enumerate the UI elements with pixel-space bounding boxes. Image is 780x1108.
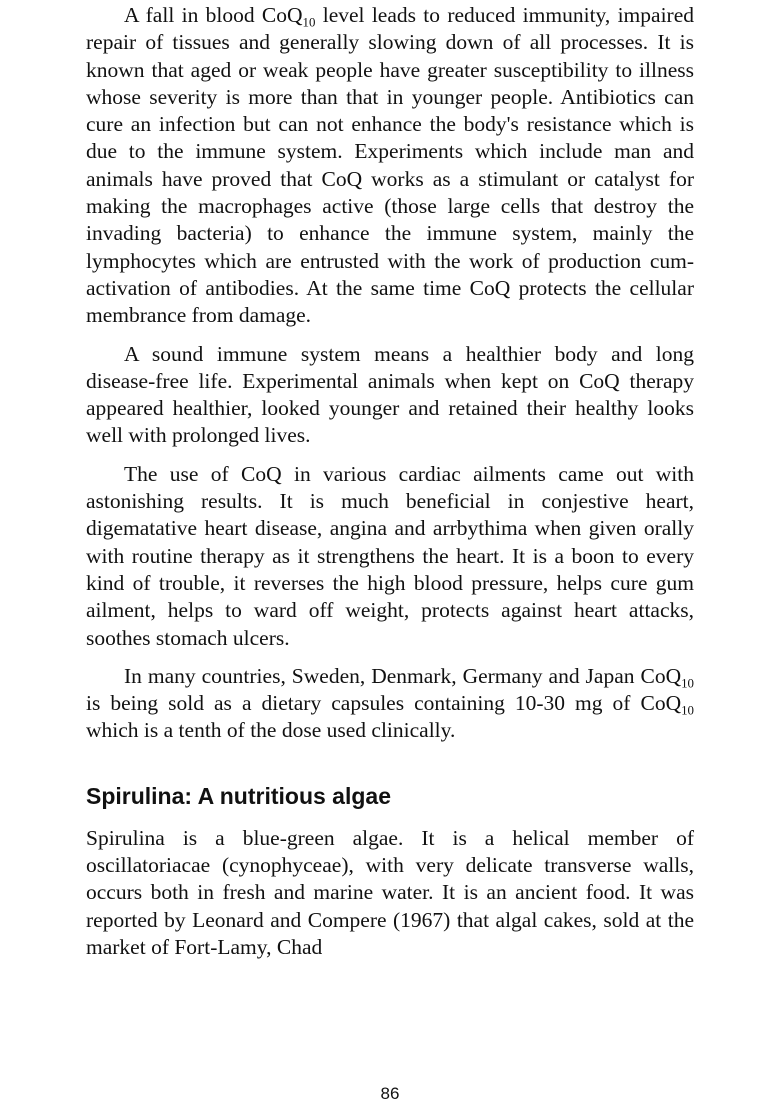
text-fragment: which is a tenth of the dose used clinically. bbox=[86, 718, 456, 743]
subscript: 10 bbox=[681, 703, 694, 718]
subscript: 10 bbox=[681, 676, 694, 691]
text-fragment: In many countries, Sweden, Denmark, Germany and Japan CoQ bbox=[124, 663, 682, 688]
text-fragment: level leads to reduced immunity, impaired repair of tissues and generally slowing down of all processes. It is known that aged or weak people have greater susceptibility to illness whose severity is more than that in younger people. Antibiotics can cure an infection but can not enhance the body's resistance which is due to the immune system. Experiments which include man and animals have proved that CoQ works as a stimulant or catalyst for making the macrophages active (those large cells that destroy the invading bacteria) to enhance the immune system, mainly the lymphocytes which are entrusted with the work of production cum-activation of antibodies. At the same time CoQ protects the cellular membrance from damage. bbox=[86, 3, 694, 328]
section-heading: Spirulina: A nutritious algae bbox=[86, 782, 391, 809]
page-body bbox=[86, 2, 694, 961]
subscript: 10 bbox=[302, 15, 316, 30]
page-number: 86 bbox=[380, 1084, 400, 1103]
text-fragment: is being sold as a dietary capsules containing 10-30 mg of CoQ bbox=[86, 691, 682, 716]
paragraph-immune-system: A sound immune system means a healthier body and long disease-free life. Experimental animals when kept on CoQ therapy appeared healthier, looked younger and retained their healthy looks well with prolonged lives. bbox=[86, 341, 694, 448]
paragraph-dietary-capsules bbox=[86, 663, 694, 745]
paragraph-cardiac-ailments: The use of CoQ in various cardiac ailments came out with astonishing results. It is much beneficial in conjestive heart, digematative heart disease, angina and arrbythima when given orally with routine therapy as it strengthens the heart. It is a boon to every kind of trouble, it reverses the high blood pressure, helps cure gum ailment, helps to ward off weight, protects against heart attacks, soothes stomach ulcers. bbox=[86, 461, 694, 650]
text-fragment: A fall in blood CoQ bbox=[124, 3, 303, 27]
paragraph-spirulina: Spirulina is a blue-green algae. It is a helical member of oscillatoriacae (cynophyceae), with very delicate transverse walls, occurs both in fresh and marine water. It is an ancient food. It was reported by Leonard and Compere (1967) that algal cakes, sold at the market of Fort-Lamy, Chad bbox=[86, 825, 694, 959]
paragraph-coq-immunity bbox=[86, 2, 694, 330]
